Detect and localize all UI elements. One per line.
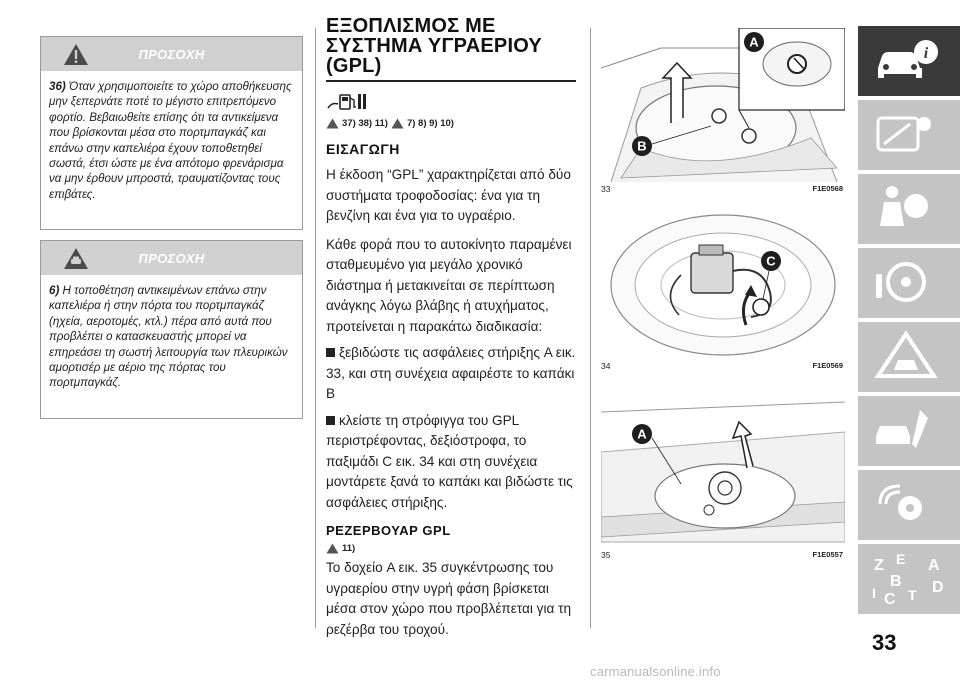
figure-label-a xyxy=(744,32,764,52)
step-item: κλείστε τη στρόφιγγα του GPL περιστρέφοντας, δεξιόστροφα, το παξιμάδι C εικ. 34 και στη συνέχεια μοντάρετε ξανά το καπάκι και βιδώστε τις ασφάλειες στήριξης. xyxy=(326,412,573,510)
svg-text:B: B xyxy=(890,573,902,590)
warning-text xyxy=(41,71,302,210)
tab-car-info[interactable] xyxy=(858,26,960,96)
bullet-square-icon xyxy=(326,416,335,425)
svg-text:B: B xyxy=(637,138,647,154)
step-item: ξεβιδώστε τις ασφάλειες στήριξης A εικ. 33, και στη συνέχεια αφαιρέστε το καπάκι B xyxy=(326,345,576,401)
steering-wheel-icon xyxy=(870,256,940,308)
figure-label-c xyxy=(761,251,781,271)
tab-multimedia[interactable] xyxy=(858,470,960,540)
figure-caption xyxy=(601,361,845,371)
figure-35-illustration xyxy=(601,392,845,548)
figure-code: F1E0569 xyxy=(812,361,843,370)
figure-34 xyxy=(601,205,845,371)
car-info-icon xyxy=(870,34,940,86)
warning-box-1 xyxy=(40,36,303,230)
paragraph: Κάθε φορά που το αυτοκίνητο παραμένει σταθμευμένο για μεγάλο χρονικό διάστημα ή μετακινείται σε περίπτωση ανάγκης λόγω βλάβης ή ατυχήματος, προτείνεται η παρακάτω διαδικασία: xyxy=(326,236,572,334)
paragraph: Η έκδοση “GPL” χαρακτηρίζεται από δύο συστήματα τροφοδοσίας: ένα για τη βενζίνη και ένα για το υγραέριο. xyxy=(326,167,571,223)
figure-35 xyxy=(601,392,845,560)
svg-text:C: C xyxy=(884,591,896,608)
references-caution: 11) xyxy=(342,543,356,554)
svg-text:C: C xyxy=(766,253,776,269)
warning-box-2 xyxy=(40,240,303,419)
warning-header xyxy=(41,37,302,71)
warning-ref: 6) xyxy=(49,284,60,297)
svg-text:Z: Z xyxy=(874,557,884,574)
warning-body: Όταν χρησιμοποιείτε το χώρο αποθήκευσης μην ξεπερνάτε ποτέ το μέγιστο επιτρεπόμενο φορτίο. Βεβαιωθείτε επίσης ότι τα αντικείμενα που βρίσκονται μέσα στο πορτμπαγκάζ και επάνω στην καπελιέρα έχουν τοποθετηθεί σωστά, έτσι ώστε με ένα απότομο φρενάρισμα να μην έρθουν μπροστά, τραυματίζοντας τους επιβάτες. xyxy=(49,80,292,201)
figure-caption xyxy=(601,550,845,560)
figure-33-illustration xyxy=(601,28,845,182)
gpl-fuel-icon xyxy=(326,92,576,112)
paragraph: Το δοχείο A εικ. 35 συγκέντρωσης του υγραερίου στην υγρή φάση βρίσκεται μέσα στον χώρο που προβλέπεται για τη ρεζέρβα του τροχού. xyxy=(326,560,572,637)
svg-text:A: A xyxy=(928,557,940,574)
figure-code: F1E0568 xyxy=(812,184,843,193)
column-divider xyxy=(315,28,316,628)
warning-title: ΠΡΟΣΟΧΗ xyxy=(138,47,205,62)
svg-text:T: T xyxy=(908,587,917,603)
warning-triangle-icon xyxy=(870,330,940,382)
svg-text:E: E xyxy=(896,551,906,567)
figure-code: F1E0557 xyxy=(812,550,843,559)
warning-header xyxy=(41,241,302,275)
car-tools-icon xyxy=(870,404,940,456)
car-warning-triangle-icon xyxy=(391,118,404,129)
tab-index[interactable] xyxy=(858,544,960,614)
tab-safety[interactable] xyxy=(858,174,960,244)
page-number: 33 xyxy=(872,630,897,655)
tab-driving[interactable] xyxy=(858,248,960,318)
main-column xyxy=(326,16,576,640)
svg-text:A: A xyxy=(749,34,759,50)
tab-maintenance[interactable] xyxy=(858,396,960,466)
svg-text:I: I xyxy=(872,585,876,601)
figure-number: 35 xyxy=(601,550,611,560)
multimedia-icon xyxy=(870,478,940,530)
tab-dashboard-lights[interactable] xyxy=(858,100,960,170)
svg-text:A: A xyxy=(637,426,647,442)
intro-heading: ΕΙΣΑΓΩΓΗ xyxy=(326,141,400,157)
warning-triangle-icon xyxy=(326,118,339,129)
section-heading: ΕΞΟΠΛΙΣΜΟΣ ΜΕ ΣΥΣΤΗΜΑ ΥΓΡΑΕΡΙΟΥ (GPL) xyxy=(326,15,542,77)
tab-emergency[interactable] xyxy=(858,322,960,392)
warning-text xyxy=(41,275,302,399)
dashboard-light-icon xyxy=(870,108,940,160)
figure-number: 34 xyxy=(601,361,611,371)
references-caution: 7) 8) 9) 10) xyxy=(406,118,454,129)
figure-34-illustration xyxy=(601,205,845,359)
figure-number: 33 xyxy=(601,184,611,194)
reference-list xyxy=(326,543,576,554)
column-divider xyxy=(590,28,591,628)
index-letters-icon xyxy=(870,548,960,608)
references-warning: 37) 38) 11) xyxy=(342,118,388,129)
figure-33 xyxy=(601,28,845,194)
airbag-person-icon xyxy=(870,182,940,234)
warning-ref: 36) xyxy=(49,80,66,93)
warning-title: ΠΡΟΣΟΧΗ xyxy=(138,251,205,266)
reference-list xyxy=(326,118,576,129)
car-warning-triangle-icon xyxy=(326,543,339,554)
figure-caption xyxy=(601,184,845,194)
figure-label-b xyxy=(632,136,652,156)
svg-text:i: i xyxy=(923,45,929,62)
tank-heading: ΡΕΖΕΡΒΟΥΑΡ GPL xyxy=(326,523,451,538)
bullet-square-icon xyxy=(326,348,335,357)
watermark: carmanualsonline.info xyxy=(590,664,721,679)
warning-body: Η τοποθέτηση αντικειμένων επάνω στην καπελιέρα ή στην πόρτα του πορτμπαγκάζ (ηχεία, αεροτομές, κτλ.) πέρα από αυτά που προβλέπει ο κατασκευαστής μπορεί να επηρεάσει τη σωστή λειτουργία των πλευρικών αμορτισέρ με αέριο της πόρτας του πορτμπαγκάζ. xyxy=(49,284,288,390)
figure-label-a xyxy=(632,424,652,444)
svg-text:D: D xyxy=(932,579,944,596)
heading-rule xyxy=(326,80,576,82)
